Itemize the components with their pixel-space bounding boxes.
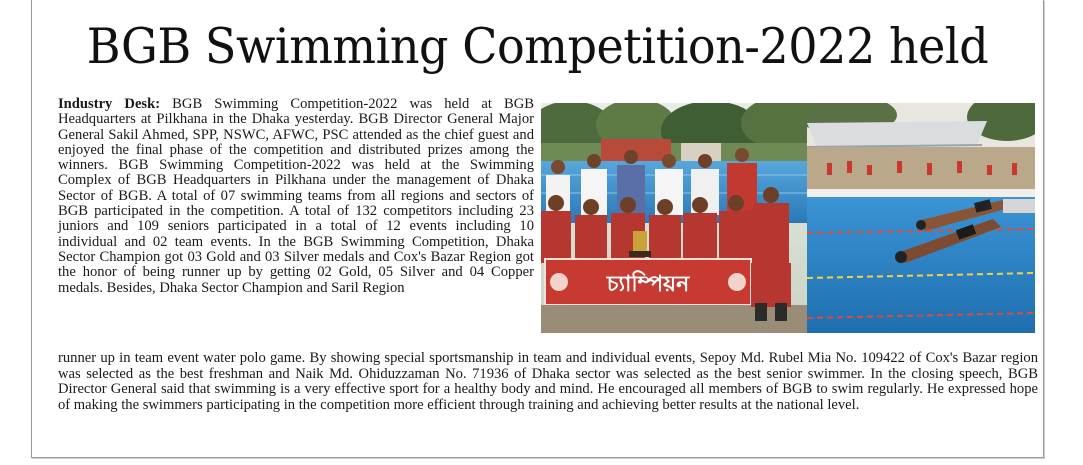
article-body-column xyxy=(58,97,534,296)
headline: BGB Swimming Competition-2022 held xyxy=(86,18,989,75)
byline: Industry Desk: xyxy=(58,96,161,112)
article-body-top: BGB Swimming Competition-2022 was held at BGB Headquarters at Pilkhana in the Dhaka yesterday. BGB Director General Major General Sakil Ahmed, SPP, NSWC, AFWC, PSC attended as the chief guest and enjoyed the final phase of the competition and distributed prizes among the winners. BGB Swimming Competition-2022 was held at the Swimming Complex of BGB Headquarters in Pilkhana under the management of Dhaka Sector of BGB. A total of 07 swimming teams from all regions and sectors of BGB participated in the competition. A total of 132 competitors including 23 juniors and 109 seniors participated in a total of 12 events including 10 individual and 02 team events. In the BGB Swimming Competition, Dhaka Sector Champion got 03 Gold and 03 Silver medals and Cox's Bazar Region got the honor of being runner up by getting 02 Gold, 05 Silver and 04 Copper medals. Besides, Dhaka Sector Champion and Saril Region xyxy=(58,96,535,296)
article-frame xyxy=(31,0,1044,458)
article-body-bottom: runner up in team event water polo game. By showing special sportsmanship in team and individual events, Sepoy Md. Rubel Mia No. 109422 of Cox's Bazar region was selected as the best freshman and Naik Md. Ohiduzzaman No. 71936 of Dhaka sector was selected as the best senior swimmer. In the closing speech, BGB Director General said that swimming is a very effective sport for a healthy body and mind. He encouraged all members of BGB to swim regularly. He expressed hope of making the swimmers participating in the competition more efficient through training and achieving better results at the national level. xyxy=(58,350,1038,413)
team-photo xyxy=(541,103,807,333)
banner-text: চ্যাম্পিয়ন xyxy=(606,272,690,297)
swimming-photo xyxy=(807,103,1035,333)
photo-group xyxy=(541,103,1035,333)
